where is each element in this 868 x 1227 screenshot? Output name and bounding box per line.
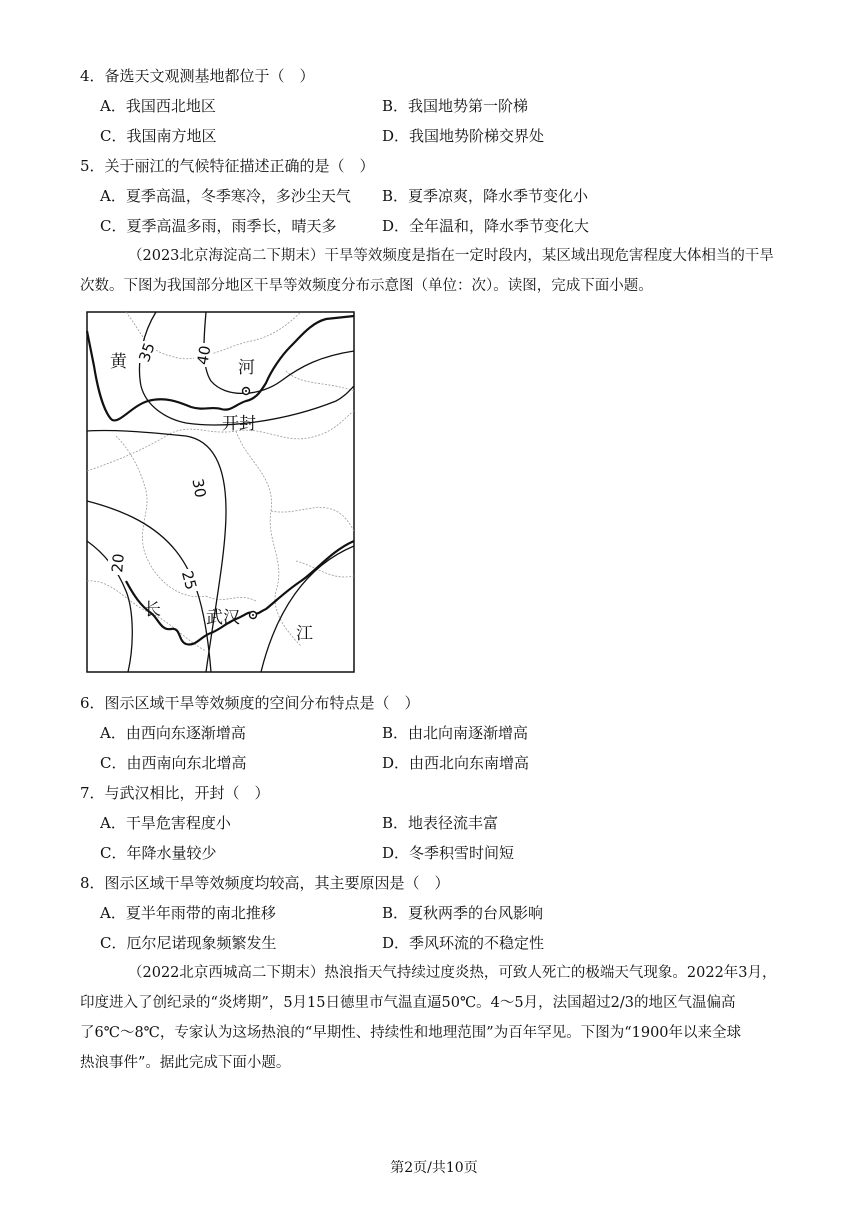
question-4-option-a: A．我国西北地区 xyxy=(100,97,216,115)
question-5-stem: 5．关于丽江的气候特征描述正确的是（ ） xyxy=(80,157,375,175)
passage-1-line-1: （2023北京海淀高二下期末）干旱等效频度是指在一定时段内，某区域出现危害程度大体相当的干旱 xyxy=(128,248,774,264)
label-jiang: 江 xyxy=(296,624,313,644)
question-6-option-d: D．由西北向东南增高 xyxy=(382,754,530,772)
question-4-option-c: C．我国南方地区 xyxy=(100,127,217,145)
question-7-stem: 7．与武汉相比，开封（ ） xyxy=(80,784,270,802)
question-8-option-a: A．夏半年雨带的南北推移 xyxy=(100,904,276,922)
label-he: 河 xyxy=(238,358,255,378)
label-kaifeng: 开封 xyxy=(222,414,256,434)
label-huang: 黄 xyxy=(110,352,127,372)
question-5-option-a: A．夏季高温，冬季寒冷，多沙尘天气 xyxy=(100,187,351,205)
label-wuhan: 武汉 xyxy=(206,608,240,628)
question-7-option-d: D．冬季积雪时间短 xyxy=(382,844,515,862)
passage-2-line-1: （2022北京西城高二下期末）热浪指天气持续过度炎热，可致人死亡的极端天气现象。2022年3月， xyxy=(128,965,777,981)
passage-2-line-4: 热浪事件”。据此完成下面小题。 xyxy=(80,1055,291,1071)
question-6-stem: 6．图示区域干旱等效频度的空间分布特点是（ ） xyxy=(80,694,420,712)
isoline-label-30: 30 xyxy=(188,477,210,500)
isoline-label-35: 35 xyxy=(135,340,159,365)
question-6-option-b: B．由北向南逐渐增高 xyxy=(382,724,529,742)
passage-2-line-3: 了6℃～8℃，专家认为这场热浪的“早期性、持续性和地理范围”为百年罕见。下图为“1900年以来全球 xyxy=(80,1025,742,1041)
label-chang: 长 xyxy=(144,600,161,620)
question-4-option-b: B．我国地势第一阶梯 xyxy=(382,97,529,115)
isoline-label-40: 40 xyxy=(193,344,215,367)
question-8-option-c: C．厄尔尼诺现象频繁发生 xyxy=(100,934,277,952)
question-8-stem: 8．图示区域干旱等效频度均较高，其主要原因是（ ） xyxy=(80,874,450,892)
isoline-label-25: 25 xyxy=(177,568,201,592)
isoline-label-20: 20 xyxy=(108,552,128,574)
question-8-option-d: D．季风环流的不稳定性 xyxy=(382,934,545,952)
question-7-option-c: C．年降水量较少 xyxy=(100,844,217,862)
drought-frequency-map xyxy=(86,311,355,673)
question-4-option-d: D．我国地势阶梯交界处 xyxy=(382,127,545,145)
passage-2-line-2: 印度进入了创纪录的“炎烤期”，5月15日德里市气温直逼50℃。4～5月，法国超过2/3的地区气温偏高 xyxy=(80,995,736,1011)
question-7-option-a: A．干旱危害程度小 xyxy=(100,814,231,832)
question-6-option-c: C．由西南向东北增高 xyxy=(100,754,247,772)
question-6-option-a: A．由西向东逐渐增高 xyxy=(100,724,246,742)
page-number: 第2页/共10页 xyxy=(390,1160,478,1176)
question-5-option-d: D．全年温和，降水季节变化大 xyxy=(382,217,590,235)
question-5-option-b: B．夏季凉爽，降水季节变化小 xyxy=(382,187,589,205)
question-4-stem: 4．备选天文观测基地都位于（ ） xyxy=(80,67,315,85)
question-5-option-c: C．夏季高温多雨，雨季长，晴天多 xyxy=(100,217,337,235)
question-8-option-b: B．夏秋两季的台风影响 xyxy=(382,904,544,922)
passage-1-line-2: 次数。下图为我国部分地区干旱等效频度分布示意图（单位：次）。读图，完成下面小题。 xyxy=(80,278,653,294)
question-7-option-b: B．地表径流丰富 xyxy=(382,814,499,832)
